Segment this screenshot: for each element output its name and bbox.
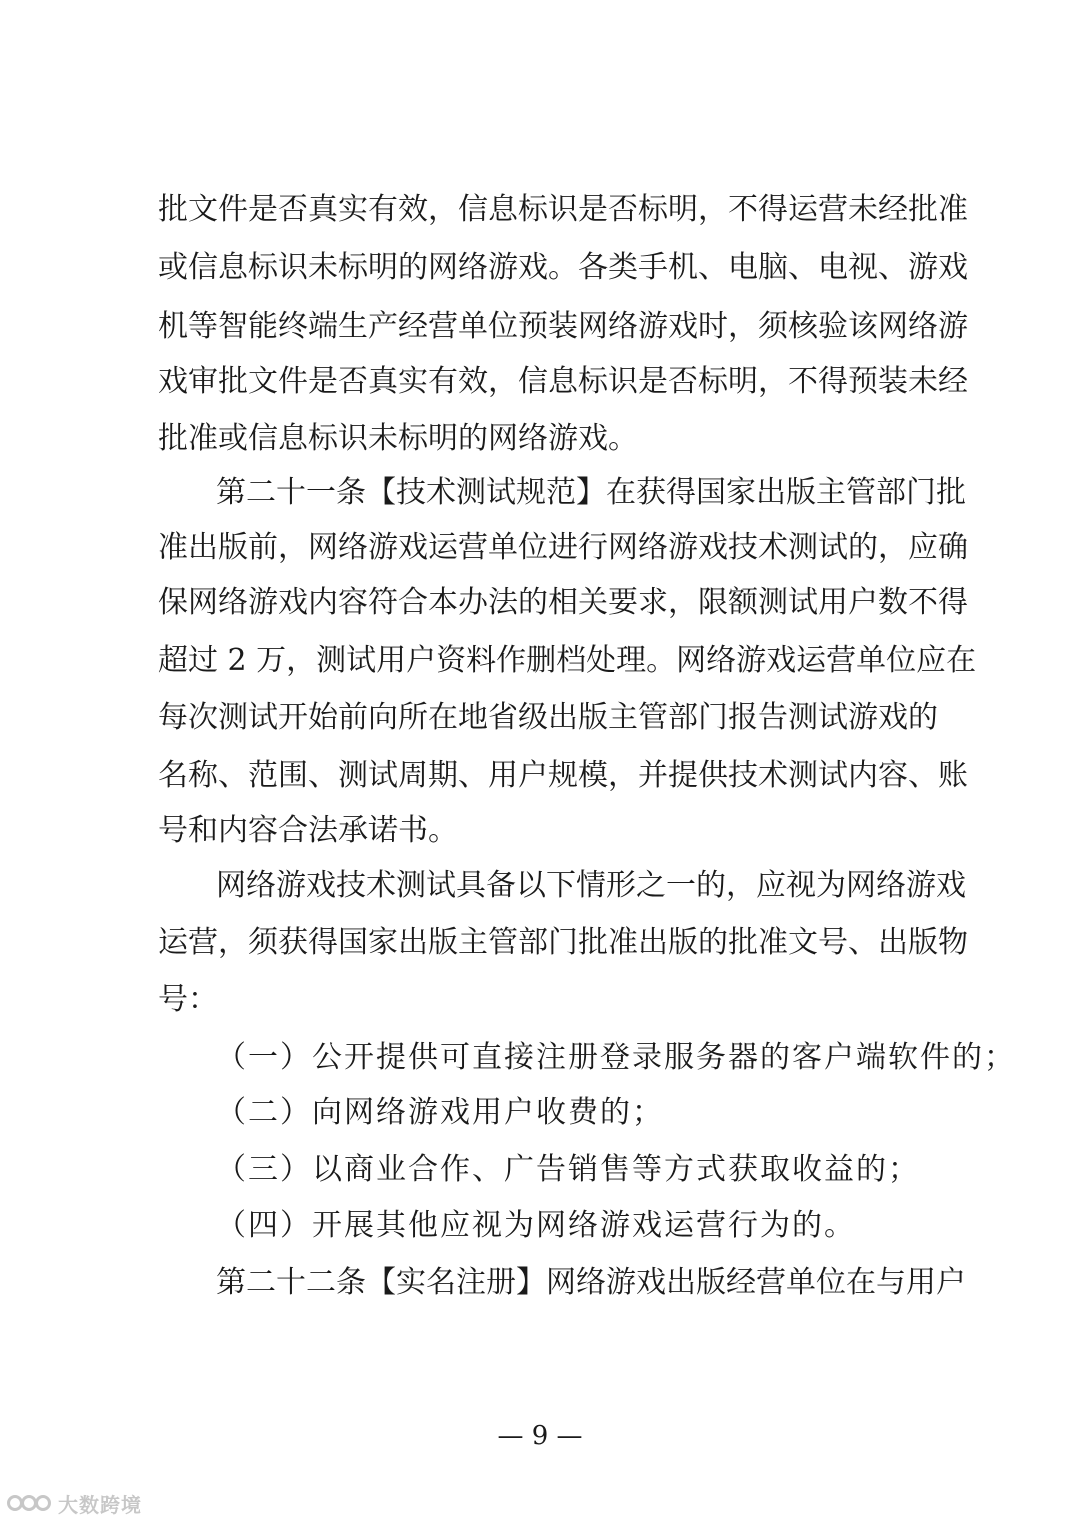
list-item: （二）向网络游戏用户收费的； — [216, 1095, 664, 1130]
watermark-text: 大数跨境 — [58, 1492, 142, 1517]
text-line: 或信息标识未标明的网络游戏。各类手机、电脑、电视、游戏 — [158, 250, 968, 285]
text-line: 每次测试开始前向所在地省级出版主管部门报告测试游戏的 — [158, 700, 938, 735]
text-line: 运营，须获得国家出版主管部门批准出版的批准文号、出版物 — [158, 925, 968, 960]
text-line: 号： — [158, 982, 218, 1017]
text-line: 号和内容合法承诺书。 — [158, 813, 458, 848]
article-21-heading-line: 第二十一条【技术测试规范】在获得国家出版主管部门批 — [216, 475, 966, 510]
text-line: 准出版前，网络游戏运营单位进行网络游戏技术测试的，应确 — [158, 530, 968, 565]
text-line: 批文件是否真实有效，信息标识是否标明，不得运营未经批准 — [158, 192, 968, 227]
text-line: 批准或信息标识未标明的网络游戏。 — [158, 421, 638, 456]
text-line: 网络游戏技术测试具备以下情形之一的，应视为网络游戏 — [216, 868, 966, 903]
text-line: 机等智能终端生产经营单位预装网络游戏时，须核验该网络游 — [158, 309, 968, 344]
text-line: 超过 2 万，测试用户资料作删档处理。网络游戏运营单位应在 — [158, 643, 977, 678]
article-22-heading-line: 第二十二条【实名注册】网络游戏出版经营单位在与用户 — [216, 1265, 966, 1300]
page-number: — 9 — — [497, 1421, 583, 1451]
brand-logo-icon — [6, 1490, 52, 1516]
text-line: 保网络游戏内容符合本办法的相关要求，限额测试用户数不得 — [158, 585, 968, 620]
list-item: （三）以商业合作、广告销售等方式获取收益的； — [216, 1152, 920, 1187]
text-line: 名称、范围、测试周期、用户规模，并提供技术测试内容、账 — [158, 758, 968, 793]
list-item: （四）开展其他应视为网络游戏运营行为的。 — [216, 1208, 856, 1243]
watermark — [6, 1488, 142, 1518]
text-line: 戏审批文件是否真实有效，信息标识是否标明，不得预装未经 — [158, 364, 968, 399]
list-item: （一）公开提供可直接注册登录服务器的客户端软件的； — [216, 1040, 1016, 1075]
